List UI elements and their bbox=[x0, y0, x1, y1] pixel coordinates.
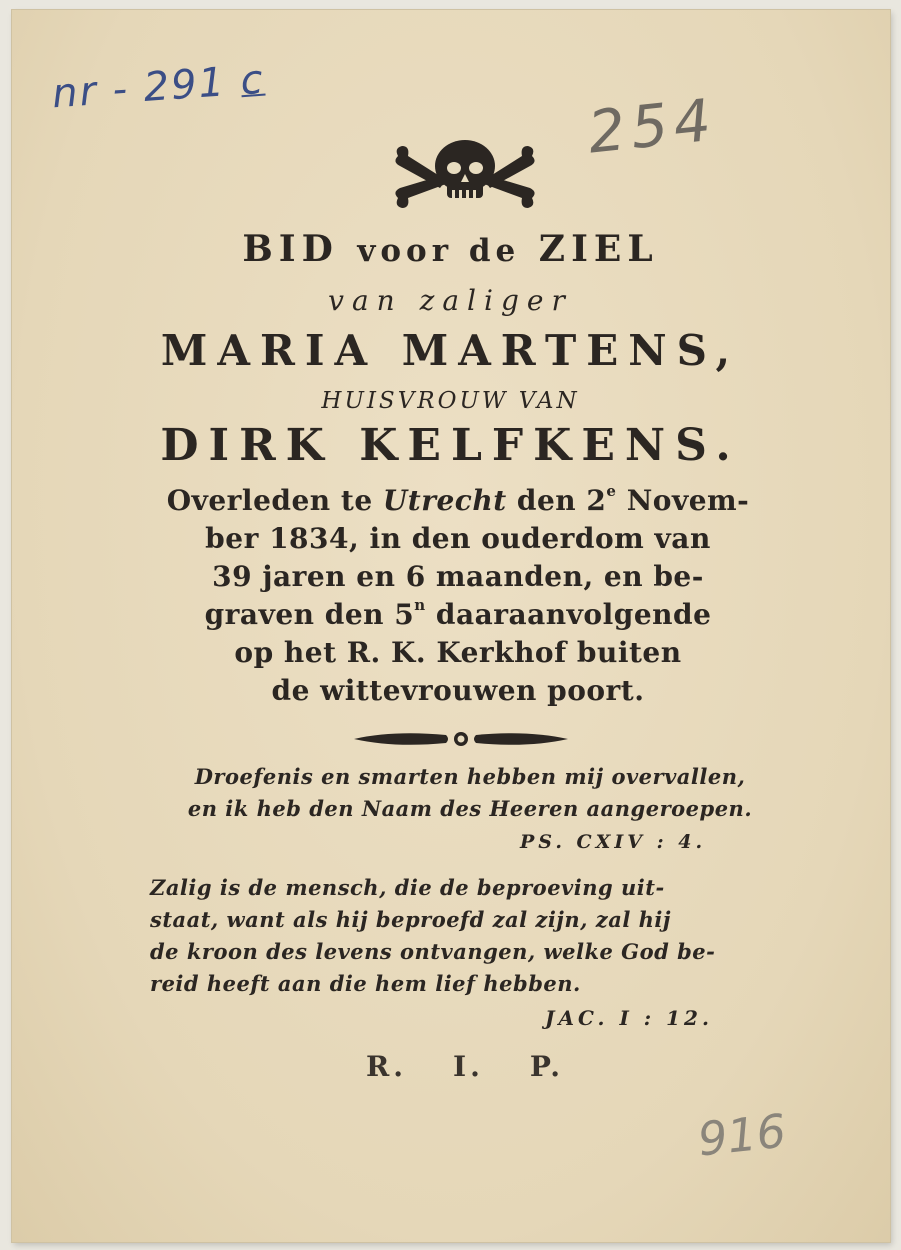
psalm-reference: PS. CXIV : 4. bbox=[520, 831, 707, 853]
deceased-name: MARIA MARTENS, bbox=[160, 326, 741, 375]
body-line-2: ber 1834, in den ouderdom van bbox=[205, 522, 711, 555]
body-line-5: op het R. K. Kerkhof buiten bbox=[234, 636, 682, 669]
psalm-line-2: en ik heb den Naam des Heeren aangeroepen. bbox=[187, 796, 753, 821]
body-line-1c: Novem- bbox=[626, 484, 750, 517]
psalm-quote bbox=[150, 761, 790, 825]
skull-crossbones-icon bbox=[392, 136, 538, 216]
archive-number-text: nr - 291 bbox=[50, 59, 228, 118]
rip-line bbox=[366, 1050, 610, 1083]
james-line-3: de kroon des levens ontvangen, welke God be- bbox=[150, 939, 716, 964]
james-line-1: Zalig is de mensch, die de beproeving uit- bbox=[150, 875, 665, 900]
rip-i: I. bbox=[453, 1050, 484, 1083]
heading-van-zaliger: van zaliger bbox=[328, 284, 573, 317]
death-notice-text bbox=[148, 482, 768, 710]
body-line-6: de wittevrouwen poort. bbox=[271, 674, 645, 707]
decorative-rule-icon bbox=[352, 728, 570, 750]
pencil-number-bottom: 916 bbox=[695, 1103, 789, 1167]
pencil-number-top: 254 bbox=[584, 85, 720, 167]
james-quote bbox=[150, 872, 770, 1000]
psalm-line-1: Droefenis en smarten hebben mij overvallen, bbox=[194, 764, 746, 789]
wife-of-label: HUISVROUW VAN bbox=[321, 388, 580, 414]
james-line-4: reid heeft aan die hem lief hebben. bbox=[150, 971, 581, 996]
body-line-1 bbox=[148, 482, 768, 520]
heading-bid-line bbox=[0, 228, 901, 270]
heading-bid: BID bbox=[242, 228, 339, 270]
heading-ziel: ZIEL bbox=[538, 228, 659, 270]
body-line-4a: graven den 5 bbox=[204, 598, 415, 631]
body-sup-2: n bbox=[414, 596, 426, 614]
rip-p: P. bbox=[529, 1050, 565, 1083]
body-sup-1: e bbox=[606, 482, 617, 500]
body-line-3: 39 jaren en 6 maanden, en be- bbox=[212, 560, 704, 593]
james-reference: JAC. I : 12. bbox=[545, 1006, 713, 1030]
body-line-4 bbox=[148, 596, 768, 634]
husband-name: DIRK KELFKENS. bbox=[160, 420, 741, 471]
body-line-1a: Overleden te bbox=[166, 484, 373, 517]
body-city: Utrecht bbox=[382, 484, 507, 517]
archive-number-letter: c bbox=[238, 56, 267, 105]
rip-r: R. bbox=[366, 1050, 408, 1083]
body-line-1b: den 2 bbox=[516, 484, 607, 517]
heading-voor-de: voor de bbox=[357, 233, 521, 269]
body-line-4b: daaraanvolgende bbox=[435, 598, 712, 631]
james-line-2: staat, want als hij beproefd zal zijn, zal hij bbox=[150, 907, 671, 932]
